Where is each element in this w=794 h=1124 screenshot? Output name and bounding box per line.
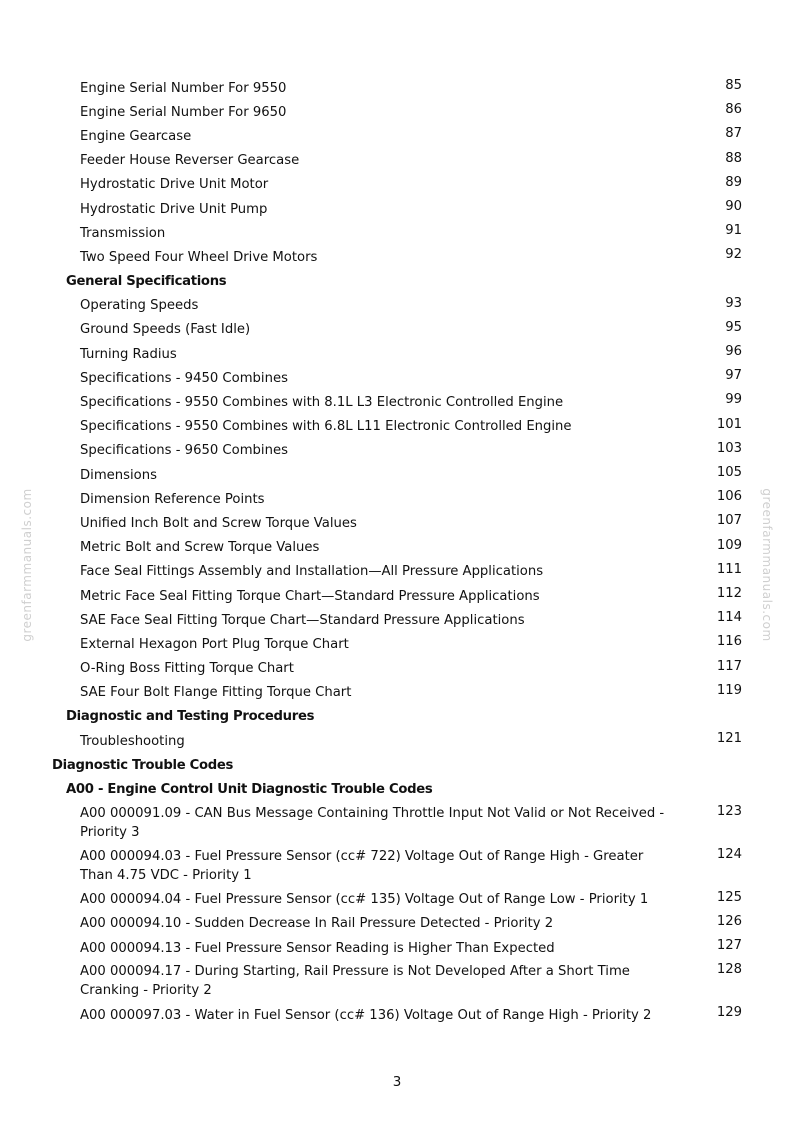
toc-entry[interactable] bbox=[0, 439, 794, 463]
toc-entry[interactable] bbox=[0, 536, 794, 560]
toc-entry-page: 124 bbox=[716, 846, 742, 862]
toc-entry-page: 121 bbox=[716, 731, 742, 747]
toc-entry[interactable] bbox=[0, 124, 794, 148]
toc-entry-page: 93 bbox=[725, 295, 742, 311]
toc-entry-page: 105 bbox=[716, 465, 742, 480]
toc-entry[interactable] bbox=[0, 657, 794, 681]
toc-entry-title: SAE Four Bolt Flange Fitting Torque Chart bbox=[80, 685, 352, 701]
toc-entry-title: Engine Gearcase bbox=[80, 128, 192, 144]
toc-entry-title: A00 000094.04 - Fuel Pressure Sensor (cc# 135) Voltage Out of Range Low - Priority 1 bbox=[80, 892, 649, 908]
toc-section-heading[interactable] bbox=[0, 270, 794, 294]
toc-entry[interactable] bbox=[0, 149, 794, 173]
toc-entry-title: Dimensions bbox=[80, 467, 157, 483]
toc-entry[interactable] bbox=[0, 76, 794, 100]
toc-entry-title: A00 000091.09 - CAN Bus Message Containing Throttle Input Not Valid or Not Received - Priority 3 bbox=[80, 805, 665, 840]
toc-entry-page: 125 bbox=[716, 889, 742, 905]
toc-entry-title: Transmission bbox=[80, 225, 166, 241]
toc-entry-page: 117 bbox=[716, 658, 742, 674]
toc-entry[interactable] bbox=[0, 100, 794, 124]
page-number: 3 bbox=[392, 1074, 402, 1090]
toc-entry-title: A00 000094.13 - Fuel Pressure Sensor Reading is Higher Than Expected bbox=[80, 940, 555, 956]
toc-entry-title: Hydrostatic Drive Unit Motor bbox=[80, 177, 269, 193]
toc-entry[interactable] bbox=[0, 1003, 794, 1027]
toc-entry-page: 92 bbox=[725, 247, 742, 263]
toc-entry-page: 107 bbox=[716, 513, 742, 529]
toc-entry[interactable] bbox=[0, 366, 794, 390]
toc-entry[interactable] bbox=[0, 912, 794, 936]
toc-entry-title: Diagnostic and Testing Procedures bbox=[66, 709, 315, 725]
toc-entry-page: 89 bbox=[725, 174, 742, 190]
toc-entry-page: 87 bbox=[725, 126, 742, 142]
toc-entry-title: Engine Serial Number For 9550 bbox=[80, 80, 287, 96]
toc-entry[interactable] bbox=[0, 245, 794, 269]
toc-entry-title: A00 000097.03 - Water in Fuel Sensor (cc# 136) Voltage Out of Range High - Priority 2 bbox=[80, 1007, 652, 1023]
toc-entry-title: SAE Face Seal Fitting Torque Chart—Standard Pressure Applications bbox=[80, 612, 525, 628]
watermark-left: greenfarmmanuals.com bbox=[20, 488, 34, 642]
toc-entry-page: 112 bbox=[716, 585, 742, 601]
toc-entry-title: Turning Radius bbox=[80, 346, 177, 362]
toc-entry-page: 91 bbox=[725, 223, 742, 239]
toc-entry-page: 97 bbox=[725, 368, 742, 384]
toc-entry-title: Two Speed Four Wheel Drive Motors bbox=[80, 249, 318, 265]
toc-entry-page: 106 bbox=[716, 489, 742, 505]
toc-entry-page: 86 bbox=[725, 102, 742, 118]
toc-entry-page: 88 bbox=[725, 150, 742, 166]
toc-section-heading[interactable] bbox=[0, 777, 794, 801]
toc-entry-page: 126 bbox=[716, 913, 742, 929]
toc-entry[interactable] bbox=[0, 294, 794, 318]
toc-chapter-heading[interactable] bbox=[0, 753, 794, 777]
toc-entry[interactable] bbox=[0, 342, 794, 366]
toc-entry[interactable] bbox=[0, 936, 794, 960]
toc-entry-page: 90 bbox=[725, 198, 742, 214]
toc-entry[interactable] bbox=[0, 560, 794, 584]
toc-entry-title: Hydrostatic Drive Unit Pump bbox=[80, 201, 268, 217]
toc-entry-title: Specifications - 9550 Combines with 8.1L L3 Electronic Controlled Engine bbox=[80, 395, 564, 411]
toc-entry-title: Feeder House Reverser Gearcase bbox=[80, 153, 300, 169]
toc-entry-title: Operating Speeds bbox=[80, 298, 199, 314]
toc-entry-title: Face Seal Fittings Assembly and Installation—All Pressure Applications bbox=[80, 564, 544, 580]
toc-entry-title: Metric Bolt and Screw Torque Values bbox=[80, 540, 320, 556]
toc-entry-title: Engine Serial Number For 9650 bbox=[80, 104, 287, 120]
toc-entry-title: Ground Speeds (Fast Idle) bbox=[80, 322, 251, 338]
toc-entry-page: 101 bbox=[716, 416, 742, 432]
toc-entry[interactable] bbox=[0, 888, 794, 912]
toc-entry[interactable] bbox=[0, 511, 794, 535]
toc-entry-page: 114 bbox=[716, 610, 742, 626]
toc-entry[interactable] bbox=[0, 197, 794, 221]
toc-entry[interactable] bbox=[0, 729, 794, 753]
toc-entry-page: 85 bbox=[725, 78, 742, 93]
toc-entry-page: 96 bbox=[725, 344, 742, 360]
watermark-right: greenfarmmanuals.com bbox=[760, 488, 774, 642]
toc-entry[interactable] bbox=[0, 845, 794, 888]
toc-entry-page: 95 bbox=[725, 319, 742, 335]
toc-entry-title: Metric Face Seal Fitting Torque Chart—Standard Pressure Applications bbox=[80, 588, 540, 604]
toc-entry[interactable] bbox=[0, 173, 794, 197]
toc-entry-title: Specifications - 9450 Combines bbox=[80, 370, 288, 386]
toc-entry-page: 116 bbox=[716, 634, 742, 650]
toc-entry-page: 103 bbox=[716, 440, 742, 456]
toc-entry[interactable] bbox=[0, 608, 794, 632]
toc-entry-page: 128 bbox=[716, 962, 742, 978]
toc-entry-page: 127 bbox=[716, 938, 742, 953]
toc-entry-page: 111 bbox=[716, 561, 742, 577]
toc-entry[interactable] bbox=[0, 681, 794, 705]
toc-entry-title: Specifications - 9650 Combines bbox=[80, 443, 288, 459]
toc-entry-page: 99 bbox=[725, 392, 742, 408]
toc-entry-page: 109 bbox=[716, 537, 742, 553]
toc-entry-page: 129 bbox=[716, 1005, 742, 1021]
toc-entry-title: A00 - Engine Control Unit Diagnostic Trouble Codes bbox=[66, 782, 433, 798]
toc-entry-title: A00 000094.10 - Sudden Decrease In Rail Pressure Detected - Priority 2 bbox=[80, 916, 554, 932]
toc-entry[interactable] bbox=[0, 415, 794, 439]
toc-entry-title: General Specifications bbox=[66, 274, 227, 290]
toc-entry-title: Unified Inch Bolt and Screw Torque Values bbox=[80, 515, 357, 531]
toc-entry[interactable] bbox=[0, 487, 794, 511]
toc-section-heading[interactable] bbox=[0, 705, 794, 729]
toc-entry[interactable] bbox=[0, 584, 794, 608]
toc-entry[interactable] bbox=[0, 802, 794, 845]
toc-entry[interactable] bbox=[0, 221, 794, 245]
toc-entry-title: A00 000094.03 - Fuel Pressure Sensor (cc# 722) Voltage Out of Range High - Greater Than 4.75 VDC - Priority 1 bbox=[80, 848, 644, 883]
toc-entry[interactable] bbox=[0, 390, 794, 414]
toc-entry-title: Troubleshooting bbox=[80, 733, 185, 749]
toc-entry[interactable] bbox=[0, 463, 794, 487]
toc-entry-page: 123 bbox=[716, 803, 742, 819]
toc-entry[interactable] bbox=[0, 960, 794, 1003]
toc-entry-title: O-Ring Boss Fitting Torque Chart bbox=[80, 661, 294, 677]
toc-entry-title: Dimension Reference Points bbox=[80, 491, 265, 507]
toc-entry-title: A00 000094.17 - During Starting, Rail Pressure is Not Developed After a Short Time Cranking - Priority 2 bbox=[80, 964, 630, 999]
toc-entry-title: External Hexagon Port Plug Torque Chart bbox=[80, 636, 349, 652]
toc-entry[interactable] bbox=[0, 632, 794, 656]
table-of-contents bbox=[0, 76, 794, 1027]
toc-entry-title: Diagnostic Trouble Codes bbox=[52, 757, 234, 773]
toc-entry-page: 119 bbox=[716, 682, 742, 698]
toc-entry[interactable] bbox=[0, 318, 794, 342]
toc-entry-title: Specifications - 9550 Combines with 6.8L L11 Electronic Controlled Engine bbox=[80, 419, 572, 435]
